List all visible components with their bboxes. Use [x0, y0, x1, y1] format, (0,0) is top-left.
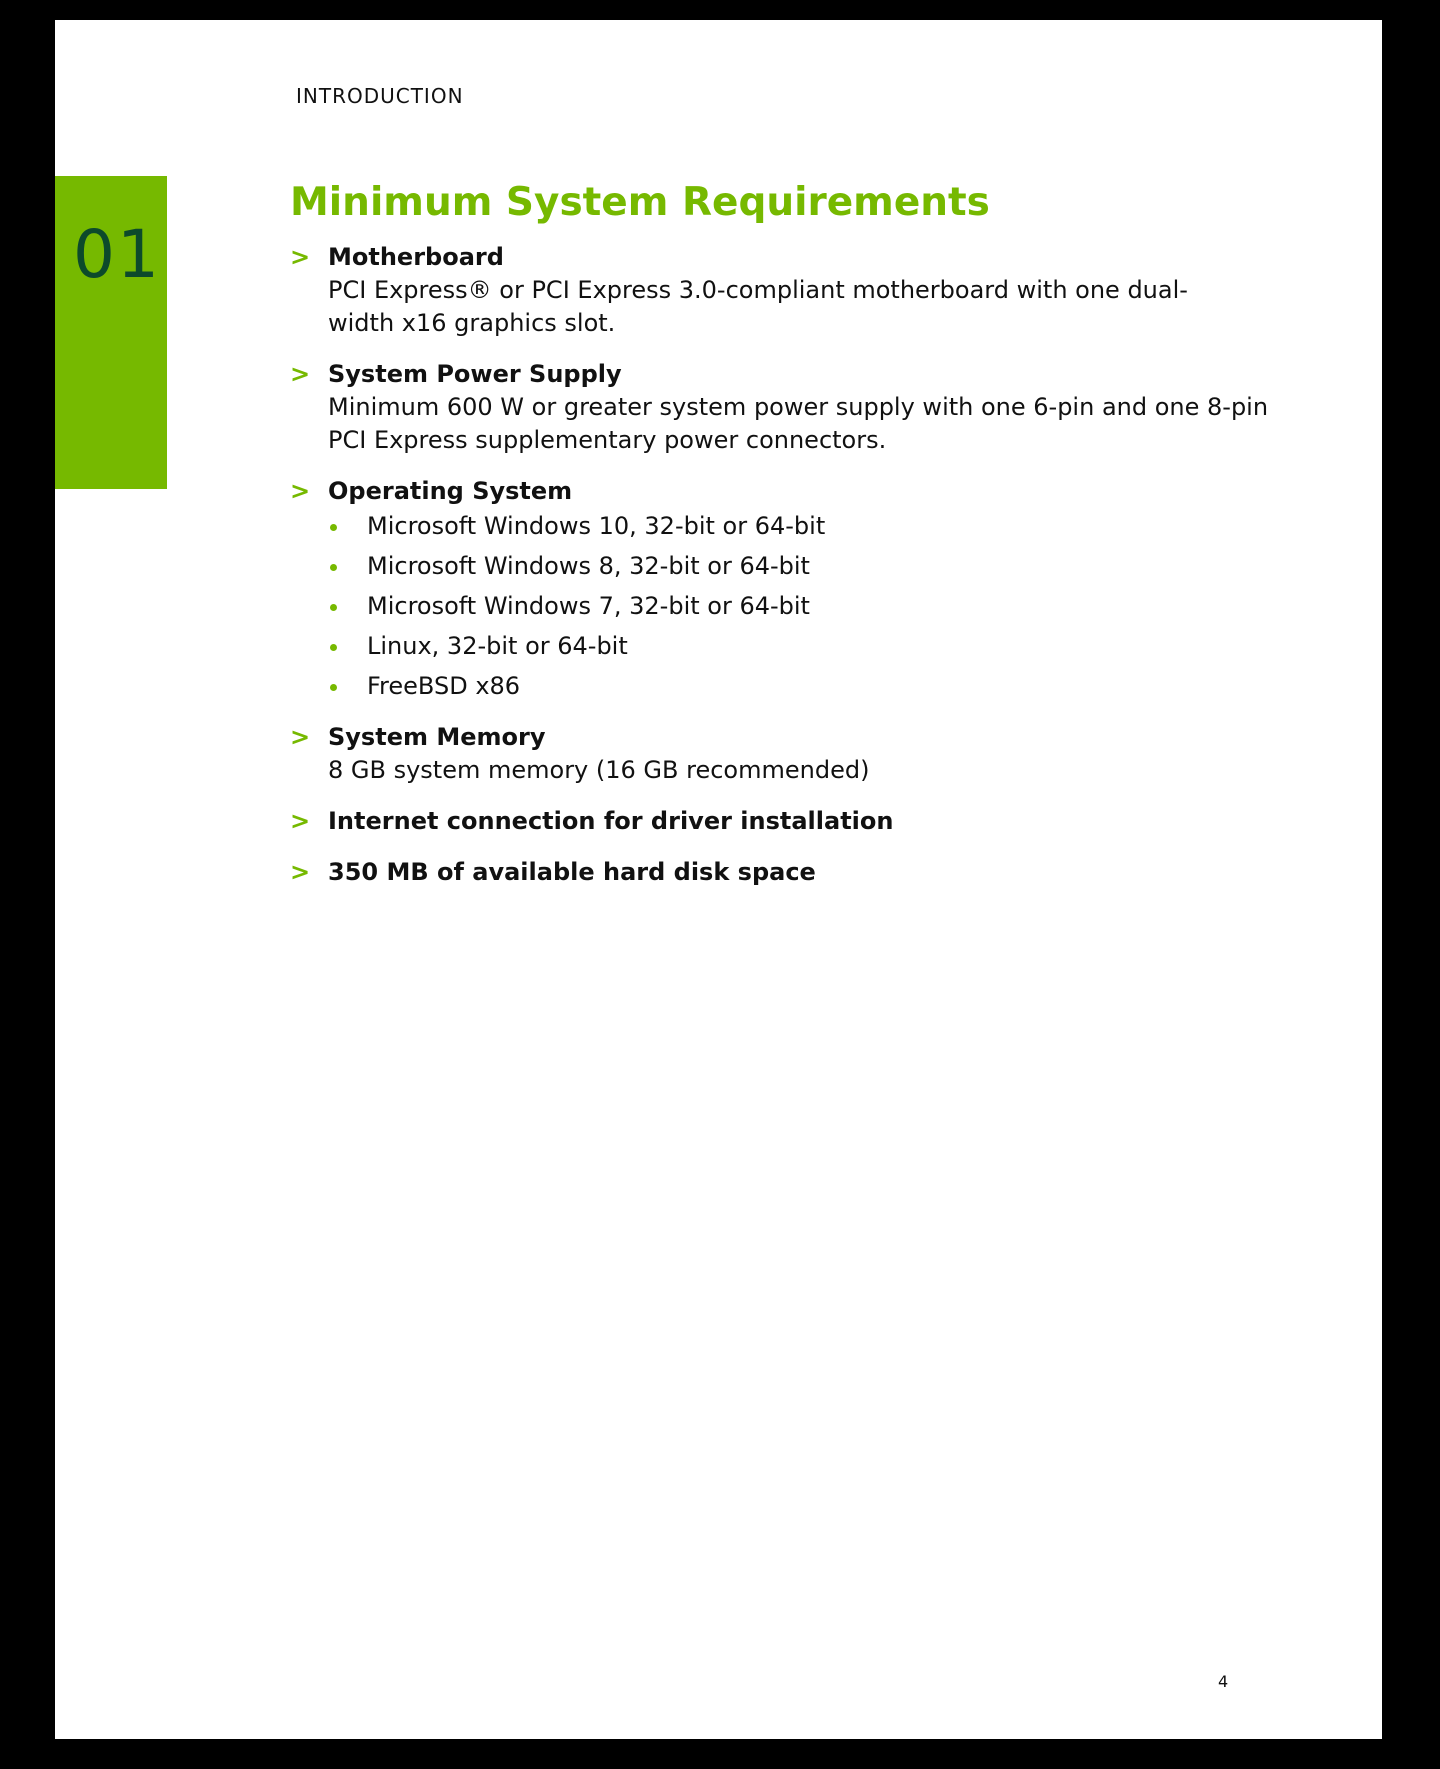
list-item	[328, 550, 1270, 583]
bullet-icon	[330, 644, 337, 651]
chapter-number: 01	[73, 216, 161, 293]
list-item-text: FreeBSD x86	[367, 671, 521, 700]
os-list	[328, 510, 1270, 703]
bullet-icon	[330, 604, 337, 611]
page-number: 4	[1218, 1672, 1229, 1691]
requirement-description: Minimum 600 W or greater system power supply with one 6-pin and one 8-pin PCI Express supplementary power connectors.	[328, 392, 1269, 454]
chapter-tab	[55, 176, 167, 489]
list-item	[328, 590, 1270, 623]
list-item-text: Microsoft Windows 8, 32-bit or 64-bit	[367, 551, 810, 580]
requirement-operating-system	[290, 475, 1270, 703]
requirement-description: PCI Express® or PCI Express 3.0-compliant motherboard with one dual- width x16 graphics slot.	[328, 275, 1188, 337]
requirement-system-memory	[290, 721, 1270, 787]
chevron-right-icon: >	[290, 242, 311, 271]
requirement-internet	[290, 805, 1270, 838]
list-item-text: Linux, 32-bit or 64-bit	[367, 631, 628, 660]
requirement-title: Motherboard	[328, 242, 504, 271]
requirement-description: 8 GB system memory (16 GB recommended)	[328, 755, 870, 784]
section-title: Minimum System Requirements	[290, 180, 990, 225]
requirement-title: Operating System	[328, 476, 573, 505]
document-page	[55, 20, 1382, 1739]
requirement-motherboard	[290, 241, 1270, 340]
chevron-right-icon: >	[290, 359, 311, 388]
bullet-icon	[330, 684, 337, 691]
bullet-icon	[330, 564, 337, 571]
list-item	[328, 510, 1270, 543]
chevron-right-icon: >	[290, 476, 311, 505]
list-item	[328, 630, 1270, 663]
requirement-title: System Memory	[328, 722, 546, 751]
content	[290, 180, 1270, 907]
requirement-title: System Power Supply	[328, 359, 622, 388]
list-item-text: Microsoft Windows 10, 32-bit or 64-bit	[367, 511, 826, 540]
chevron-right-icon: >	[290, 806, 311, 835]
requirement-power-supply	[290, 358, 1270, 457]
requirement-title: 350 MB of available hard disk space	[328, 857, 816, 886]
list-item	[328, 670, 1270, 703]
chevron-right-icon: >	[290, 722, 311, 751]
requirement-title: Internet connection for driver installation	[328, 806, 894, 835]
requirement-disk-space	[290, 856, 1270, 889]
list-item-text: Microsoft Windows 7, 32-bit or 64-bit	[367, 591, 810, 620]
chevron-right-icon: >	[290, 857, 311, 886]
bullet-icon	[330, 524, 337, 531]
running-header: INTRODUCTION	[296, 84, 464, 108]
